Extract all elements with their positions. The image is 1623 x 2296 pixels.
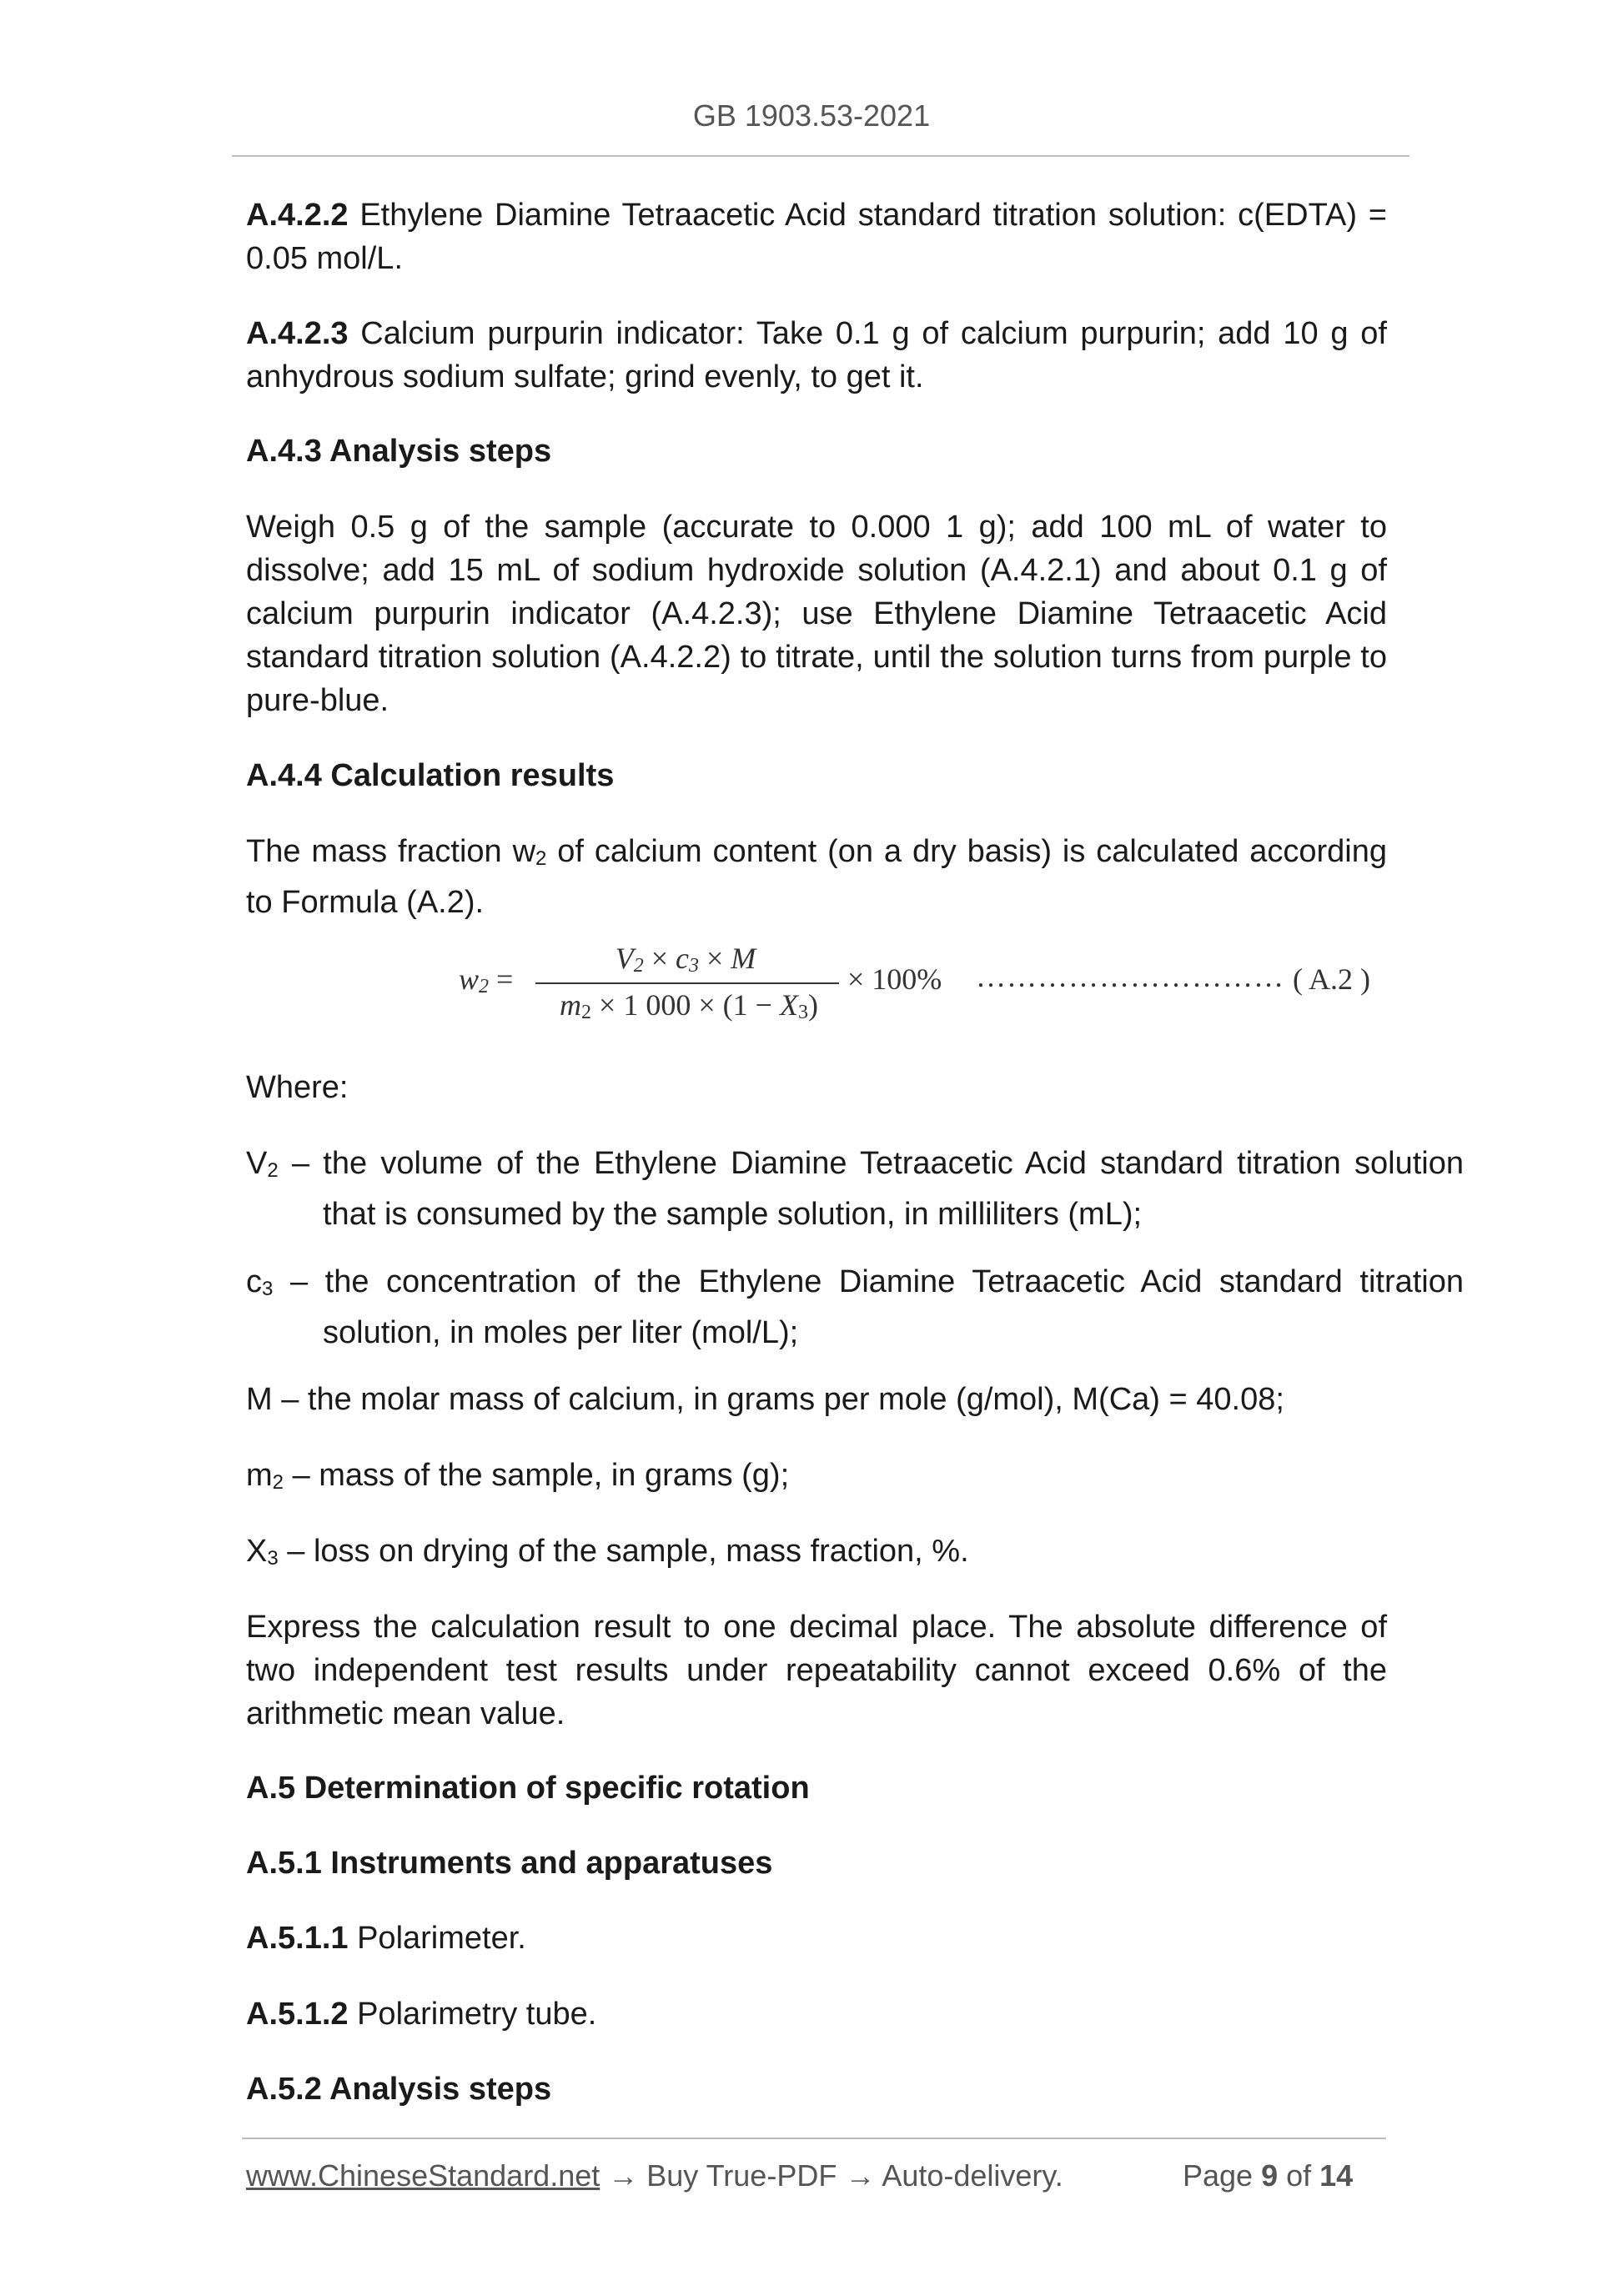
paragraph-a44-intro — [246, 830, 1387, 924]
clause-text: Polarimetry tube. — [348, 1997, 597, 2032]
paragraph-a423 — [246, 312, 1387, 399]
clause-number: A.5.1.2 — [246, 1997, 349, 2032]
where-label: Where: — [246, 1070, 349, 1105]
formula-lhs: $w_2$ = — [459, 962, 514, 997]
paragraph-a512 — [246, 1992, 1387, 2036]
footer-promo-text: → Buy True-PDF → Auto-delivery. — [600, 2158, 1063, 2193]
definition-v2: $V_2$ – the volume of the Ethylene Diamine Tetraacetic Acid standard titration solution that is consumed by the sample solution, in milliliters (mL); — [246, 1146, 1464, 1232]
intro-text: The mass fraction w — [246, 834, 536, 869]
heading-a52: A.5.2 Analysis steps — [246, 2072, 552, 2107]
clause-number: A.4.2.2 — [246, 198, 349, 233]
clause-number: A.4.2.3 — [246, 316, 349, 351]
header-divider — [232, 155, 1409, 157]
heading-a43: A.4.3 Analysis steps — [246, 434, 552, 469]
footer-promo — [246, 2158, 1063, 2193]
footer-divider — [242, 2138, 1386, 2139]
intro-subscript: 2 — [535, 847, 547, 870]
page-indicator: Page 9 of 14 — [1183, 2158, 1354, 2193]
fraction-bar — [535, 982, 839, 984]
definition-x3: $X_3$ – loss on drying of the sample, mass fraction, %. — [246, 1534, 969, 1570]
formula-label: ( A.2 ) — [1293, 962, 1370, 996]
formula-a2 — [459, 941, 1393, 1024]
clause-number: A.5.1.1 — [246, 1921, 349, 1956]
paragraph-result-note: Express the calculation result to one decimal place. The absolute difference of two independent test results under repeatability cannot exceed 0.6% of the arithmetic mean value. — [246, 1610, 1387, 1731]
formula-numerator: $V_2 \times c_3 \times M$ — [615, 942, 756, 977]
paragraph-a511 — [246, 1917, 1387, 1960]
clause-text: Ethylene Diamine Tetraacetic Acid standard titration solution: c(EDTA) = 0.05 mol/L. — [246, 198, 1387, 276]
definition-m2: $m_2$ – mass of the sample, in grams (g); — [246, 1458, 790, 1494]
heading-a5: A.5 Determination of specific rotation — [246, 1771, 810, 1806]
document-id-header: GB 1903.53-2021 — [692, 98, 931, 133]
website-link[interactable]: www.ChineseStandard.net — [246, 2158, 600, 2193]
heading-a51: A.5.1 Instruments and apparatuses — [246, 1846, 773, 1881]
total-pages: 14 — [1319, 2158, 1354, 2193]
formula-percent: × 100% — [847, 962, 942, 996]
definition-c3: $c_3$ – the concentration of the Ethylene Diamine Tetraacetic Acid standard titration solution, in moles per liter (mol/L); — [246, 1264, 1464, 1350]
clause-text: Polarimeter. — [348, 1921, 526, 1956]
paragraph-a422 — [246, 193, 1387, 280]
current-page: 9 — [1261, 2158, 1279, 2193]
formula-leader-dots: ………………………… — [976, 960, 1284, 993]
clause-text: Calcium purpurin indicator: Take 0.1 g of calcium purpurin; add 10 g of anhydrous sodium sulfate; grind evenly, to get it. — [246, 316, 1387, 394]
definition-m: M – the molar mass of calcium, in grams per mole (g/mol), M(Ca) = 40.08; — [246, 1382, 1284, 1417]
paragraph-a43-body: Weigh 0.5 g of the sample (accurate to 0.000 1 g); add 100 mL of water to dissolve; add 15 mL of sodium hydroxide solution (A.4.2.1) and about 0.1 g of calcium purpurin indicator (A.4.2.3); use Ethylene Diamine Tetraacetic Acid standard titration solution (A.4.2.2) to titrate, until the solution turns from purple to pure-blue. — [246, 510, 1387, 718]
formula-denominator: $m_2 \times 1$ $000 \times (1 - X_3)$ — [560, 988, 818, 1023]
heading-a44: A.4.4 Calculation results — [246, 758, 615, 793]
intro-text-tail: of calcium content (on a dry basis) is calculated according to Formula (A.2). — [246, 834, 1387, 920]
